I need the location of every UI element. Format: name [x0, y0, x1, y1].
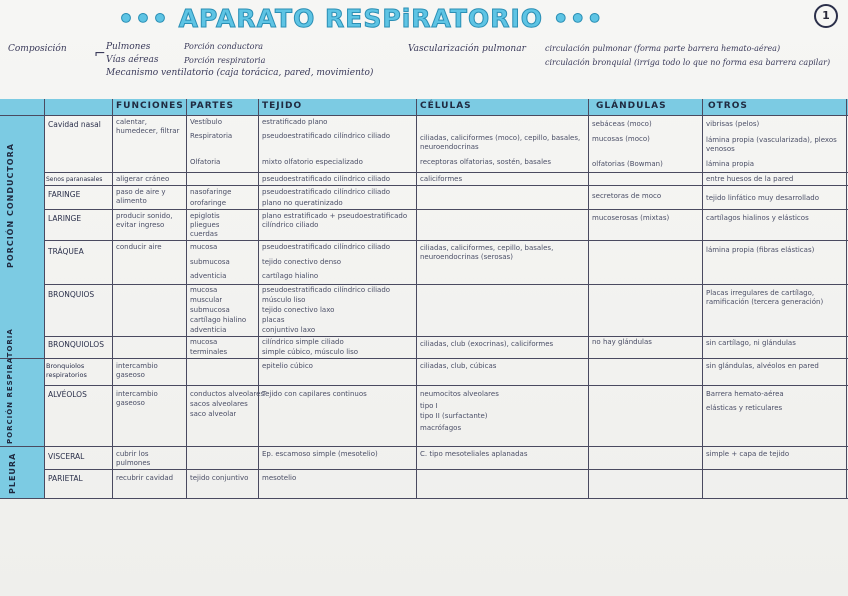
cell-partes: mucosa [190, 243, 218, 251]
grid-line [44, 185, 848, 186]
cell-partes: cuerdas [190, 230, 218, 238]
grid-line [44, 385, 848, 386]
cell-otros: elásticas y reticulares [706, 404, 783, 412]
cell-partes: cartílago hialino [190, 316, 247, 324]
grid-line [0, 446, 848, 447]
section-label-respiratoria: PORCIÓN RESPIRATORIA [6, 328, 14, 444]
cell-tejido: músculo liso [262, 296, 306, 304]
col-header-partes: PARTES [190, 101, 235, 111]
cell-glandulas: no hay glándulas [592, 338, 652, 346]
cell-funciones: intercambio gaseoso [116, 362, 158, 379]
cell-tejido: plano no queratinizado [262, 199, 343, 207]
grid-line [44, 172, 848, 173]
airway-item: Porción conductora [184, 42, 264, 51]
cell-tejido: pseudoestratificado cilíndrico ciliado [262, 243, 391, 251]
cell-tejido: pseudoestratificado cilíndrico ciliado [262, 132, 391, 140]
col-header-tejido: TEJIDO [262, 101, 303, 111]
row-label: ALVÉOLOS [48, 390, 87, 399]
grid-line [0, 115, 848, 116]
cell-partes: adventicia [190, 272, 227, 280]
cell-celulas: C. tipo mesoteliales aplanadas [420, 450, 528, 458]
cell-partes: pliegues [190, 221, 220, 229]
cell-otros: cartílagos hialinos y elásticos [706, 214, 809, 222]
section-label-conductora: PORCIÓN CONDUCTORA [6, 143, 15, 268]
cell-tejido: Tejido con capilares continuos [262, 390, 367, 398]
cell-celulas: macrófagos [420, 424, 462, 432]
cell-otros: vibrisas (pelos) [706, 120, 760, 128]
cell-celulas: caliciformes [420, 175, 463, 183]
composition-label: Composición [8, 44, 67, 54]
vascular-item: circulación pulmonar (forma parte barrera hemato-aérea) [545, 44, 781, 53]
cell-otros: tejido linfático muy desarrollado [706, 194, 819, 202]
cell-otros: Barrera hemato-aérea [706, 390, 784, 398]
cell-funciones: paso de aire y alimento [116, 188, 166, 205]
cell-partes: saco alveolar [190, 410, 237, 418]
cell-partes: submucosa [190, 258, 230, 266]
cell-funciones: intercambio gaseoso [116, 390, 158, 407]
grid-line [186, 99, 187, 499]
cell-otros: lámina propia (fibras elásticas) [706, 246, 815, 254]
cell-funciones: producir sonido, evitar ingreso [116, 212, 173, 229]
composition-item: Vías aéreas [106, 55, 159, 65]
cell-funciones: cubrir los pulmones [116, 450, 151, 467]
cell-tejido: plano estratificado + pseudoestratificado cilíndrico ciliado [262, 212, 408, 229]
grid-line [44, 209, 848, 210]
col-header-celulas: CÉLULAS [420, 101, 472, 111]
cell-partes: submucosa [190, 306, 230, 314]
row-label: Senos paranasales [46, 176, 103, 183]
row-label: TRÁQUEA [48, 247, 84, 256]
cell-tejido: simple cúbico, músculo liso [262, 348, 359, 356]
cell-celulas: ciliadas, caliciformes, cepillo, basales, neuroendocrinas (serosas) [420, 244, 554, 261]
row-label: LARINGE [48, 214, 82, 223]
cell-glandulas: mucosas (moco) [592, 135, 650, 143]
cell-celulas: tipo II (surfactante) [420, 412, 488, 420]
grid-line [44, 240, 848, 241]
cell-partes: Respiratoria [190, 132, 233, 140]
section-label-pleura: PLEURA [8, 452, 17, 494]
cell-partes: Olfatoria [190, 158, 221, 166]
cell-tejido: conjuntivo laxo [262, 326, 316, 334]
cell-partes: Vestíbulo [190, 118, 222, 126]
row-label: Cavidad nasal [48, 120, 101, 129]
cell-partes: mucosa [190, 286, 218, 294]
cell-partes: muscular [190, 296, 223, 304]
cell-partes: orofaringe [190, 199, 227, 207]
cell-glandulas: secretoras de moco [592, 192, 662, 200]
cell-tejido: Ep. escamoso simple (mesotelio) [262, 450, 378, 458]
cell-celulas: ciliadas, club (exocrinas), caliciformes [420, 340, 554, 348]
cell-glandulas: sebáceas (moco) [592, 120, 652, 128]
cell-tejido: pseudoestratificado cilíndrico ciliado [262, 175, 391, 183]
row-label: Bronquiolos respiratorios [46, 362, 87, 379]
airway-item: Porción respiratoria [184, 56, 266, 65]
row-label: BRONQUIOLOS [48, 340, 104, 349]
grid-line [0, 358, 848, 359]
cell-tejido: epitelio cúbico [262, 362, 313, 370]
cell-glandulas: mucoserosas (mixtas) [592, 214, 670, 222]
cell-tejido: placas [262, 316, 285, 324]
cell-tejido: tejido conectivo laxo [262, 306, 335, 314]
cell-otros: lámina propia [706, 160, 755, 168]
row-label: VISCERAL [48, 452, 85, 461]
cell-tejido: pseudoestratificado cilíndrico ciliado [262, 188, 391, 196]
col-header-funciones: FUNCIONES [116, 101, 184, 111]
grid-line [258, 99, 259, 499]
grid-line [44, 469, 848, 470]
col-header-glandulas: GLÁNDULAS [596, 101, 667, 111]
cell-celulas: neumocitos alveolares [420, 390, 499, 398]
cell-funciones: conducir aire [116, 243, 162, 251]
page-number-badge: 1 [814, 4, 838, 28]
grid-line [0, 498, 848, 499]
cell-funciones: recubrir cavidad [116, 474, 174, 482]
row-label: FARINGE [48, 190, 81, 199]
cell-partes: terminales [190, 348, 228, 356]
cell-celulas: tipo I [420, 402, 438, 410]
grid-line [44, 99, 45, 499]
col-header-otros: OTROS [708, 101, 748, 111]
composition-item: Mecanismo ventilatorio (caja torácica, pared, movimiento) [106, 68, 374, 78]
cell-otros: Placas irregulares de cartílago, ramificación (tercera generación) [706, 289, 824, 306]
cell-tejido: tejido conectivo denso [262, 258, 342, 266]
cell-partes: sacos alveolares [190, 400, 248, 408]
cell-partes: epiglotis [190, 212, 220, 220]
grid-line [44, 336, 848, 337]
cell-otros: sin glándulas, alvéolos en pared [706, 362, 819, 370]
page-title: ••• APARATO RESPiRATORIO ••• [118, 4, 604, 33]
cell-funciones: aligerar cráneo [116, 175, 170, 183]
cell-tejido: pseudoestratificado cilíndrico ciliado [262, 286, 391, 294]
cell-tejido: estratificado plano [262, 118, 328, 126]
cell-partes: mucosa [190, 338, 218, 346]
cell-funciones: calentar, humedecer, filtrar [116, 118, 180, 135]
cell-otros: lámina propia (vascularizada), plexos venosos [706, 136, 837, 153]
row-label: BRONQUIOS [48, 290, 95, 299]
cell-otros: entre huesos de la pared [706, 175, 794, 183]
grid-line [44, 284, 848, 285]
row-label: PARIETAL [48, 474, 83, 483]
cell-tejido: cartílago hialino [262, 272, 319, 280]
cell-partes: adventicia [190, 326, 227, 334]
grid-line [588, 99, 589, 499]
cell-otros: sin cartílago, ni glándulas [706, 339, 796, 347]
cell-celulas: ciliadas, club, cúbicas [420, 362, 497, 370]
grid-line [702, 99, 703, 499]
cell-partes: nasofaringe [190, 188, 232, 196]
cell-tejido: mesotelio [262, 474, 297, 482]
vascular-item: circulación bronquial (irriga todo lo que no forma esa barrera capilar) [545, 58, 831, 67]
cell-tejido: cilíndrico simple ciliado [262, 338, 344, 346]
grid-line [416, 99, 417, 499]
vascular-label: Vascularización pulmonar [408, 44, 526, 54]
cell-tejido: mixto olfatorio especializado [262, 158, 363, 166]
grid-line [112, 99, 113, 499]
cell-celulas: receptoras olfatorias, sostén, basales [420, 158, 551, 166]
cell-glandulas: olfatorias (Bowman) [592, 160, 663, 168]
grid-line [846, 99, 847, 499]
cell-celulas: ciliadas, caliciformes (moco), cepillo, basales, neuroendocrinas [420, 134, 581, 151]
cell-otros: simple + capa de tejido [706, 450, 790, 458]
cell-partes: tejido conjuntivo [190, 474, 249, 482]
composition-item: Pulmones [106, 42, 151, 52]
cell-partes: conductos alveolares [190, 390, 265, 398]
brace-icon: ⌐ [94, 46, 106, 62]
